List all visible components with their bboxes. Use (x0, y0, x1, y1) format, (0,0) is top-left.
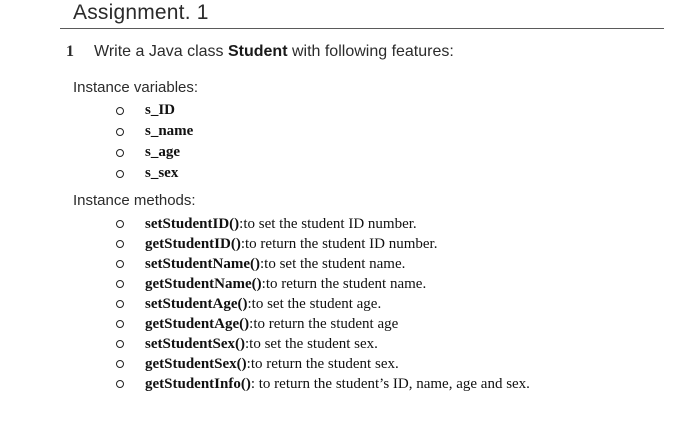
circle-bullet-icon (116, 220, 124, 228)
method-description: :to return the student ID number. (240, 235, 438, 252)
list-item (115, 274, 530, 294)
title-divider (60, 28, 664, 29)
circle-bullet-icon (116, 170, 124, 178)
list-item (115, 163, 193, 184)
circle-bullet-icon (116, 300, 124, 308)
list-item (115, 234, 530, 254)
method-name: setStudentSex() (145, 335, 245, 352)
question-text-before: Write a Java class (94, 43, 228, 60)
instance-methods-heading: Instance methods: (73, 192, 196, 209)
instance-variables-heading: Instance variables: (73, 79, 199, 96)
method-name: setStudentID() (145, 215, 240, 232)
question (66, 43, 454, 61)
list-item (115, 374, 530, 394)
question-text-after: with following features: (287, 43, 454, 60)
instance-methods-list (115, 214, 530, 394)
variable-name: s_age (145, 144, 180, 160)
class-name: Student (227, 43, 288, 60)
circle-bullet-icon (116, 149, 124, 157)
method-description: :to return the student name. (261, 275, 427, 292)
method-name: setStudentName() (145, 255, 260, 272)
method-description: :to set the student sex. (245, 335, 378, 352)
method-name: getStudentName() (145, 275, 262, 292)
variable-name: s_ID (145, 102, 176, 118)
circle-bullet-icon (116, 107, 124, 115)
list-item (115, 121, 193, 142)
circle-bullet-icon (116, 280, 124, 288)
method-description: : to return the student’s ID, name, age and sex. (250, 375, 530, 392)
circle-bullet-icon (116, 360, 124, 368)
circle-bullet-icon (116, 128, 124, 136)
method-name: getStudentID() (145, 235, 241, 252)
method-name: getStudentInfo() (145, 375, 251, 392)
circle-bullet-icon (116, 260, 124, 268)
method-description: :to set the student ID number. (239, 215, 417, 232)
list-item (115, 314, 530, 334)
question-number: 1 (66, 43, 74, 60)
circle-bullet-icon (116, 320, 124, 328)
method-name: getStudentAge() (145, 315, 250, 332)
question-text (94, 43, 454, 61)
instance-variables-list (115, 100, 193, 184)
list-item (115, 100, 193, 121)
list-item (115, 354, 530, 374)
circle-bullet-icon (116, 240, 124, 248)
method-description: :to return the student age (249, 315, 399, 332)
method-name: getStudentSex() (145, 355, 247, 372)
list-item (115, 142, 193, 163)
list-item (115, 254, 530, 274)
list-item (115, 214, 530, 234)
variable-name: s_name (145, 123, 194, 139)
list-item (115, 334, 530, 354)
method-description: :to set the student age. (247, 295, 382, 312)
circle-bullet-icon (116, 340, 124, 348)
list-item (115, 294, 530, 314)
method-name: setStudentAge() (145, 295, 248, 312)
method-description: :to return the student sex. (246, 355, 399, 372)
method-description: :to set the student name. (259, 255, 406, 272)
page-title: Assignment. 1 (73, 1, 209, 24)
variable-name: s_sex (145, 165, 179, 181)
circle-bullet-icon (116, 380, 124, 388)
